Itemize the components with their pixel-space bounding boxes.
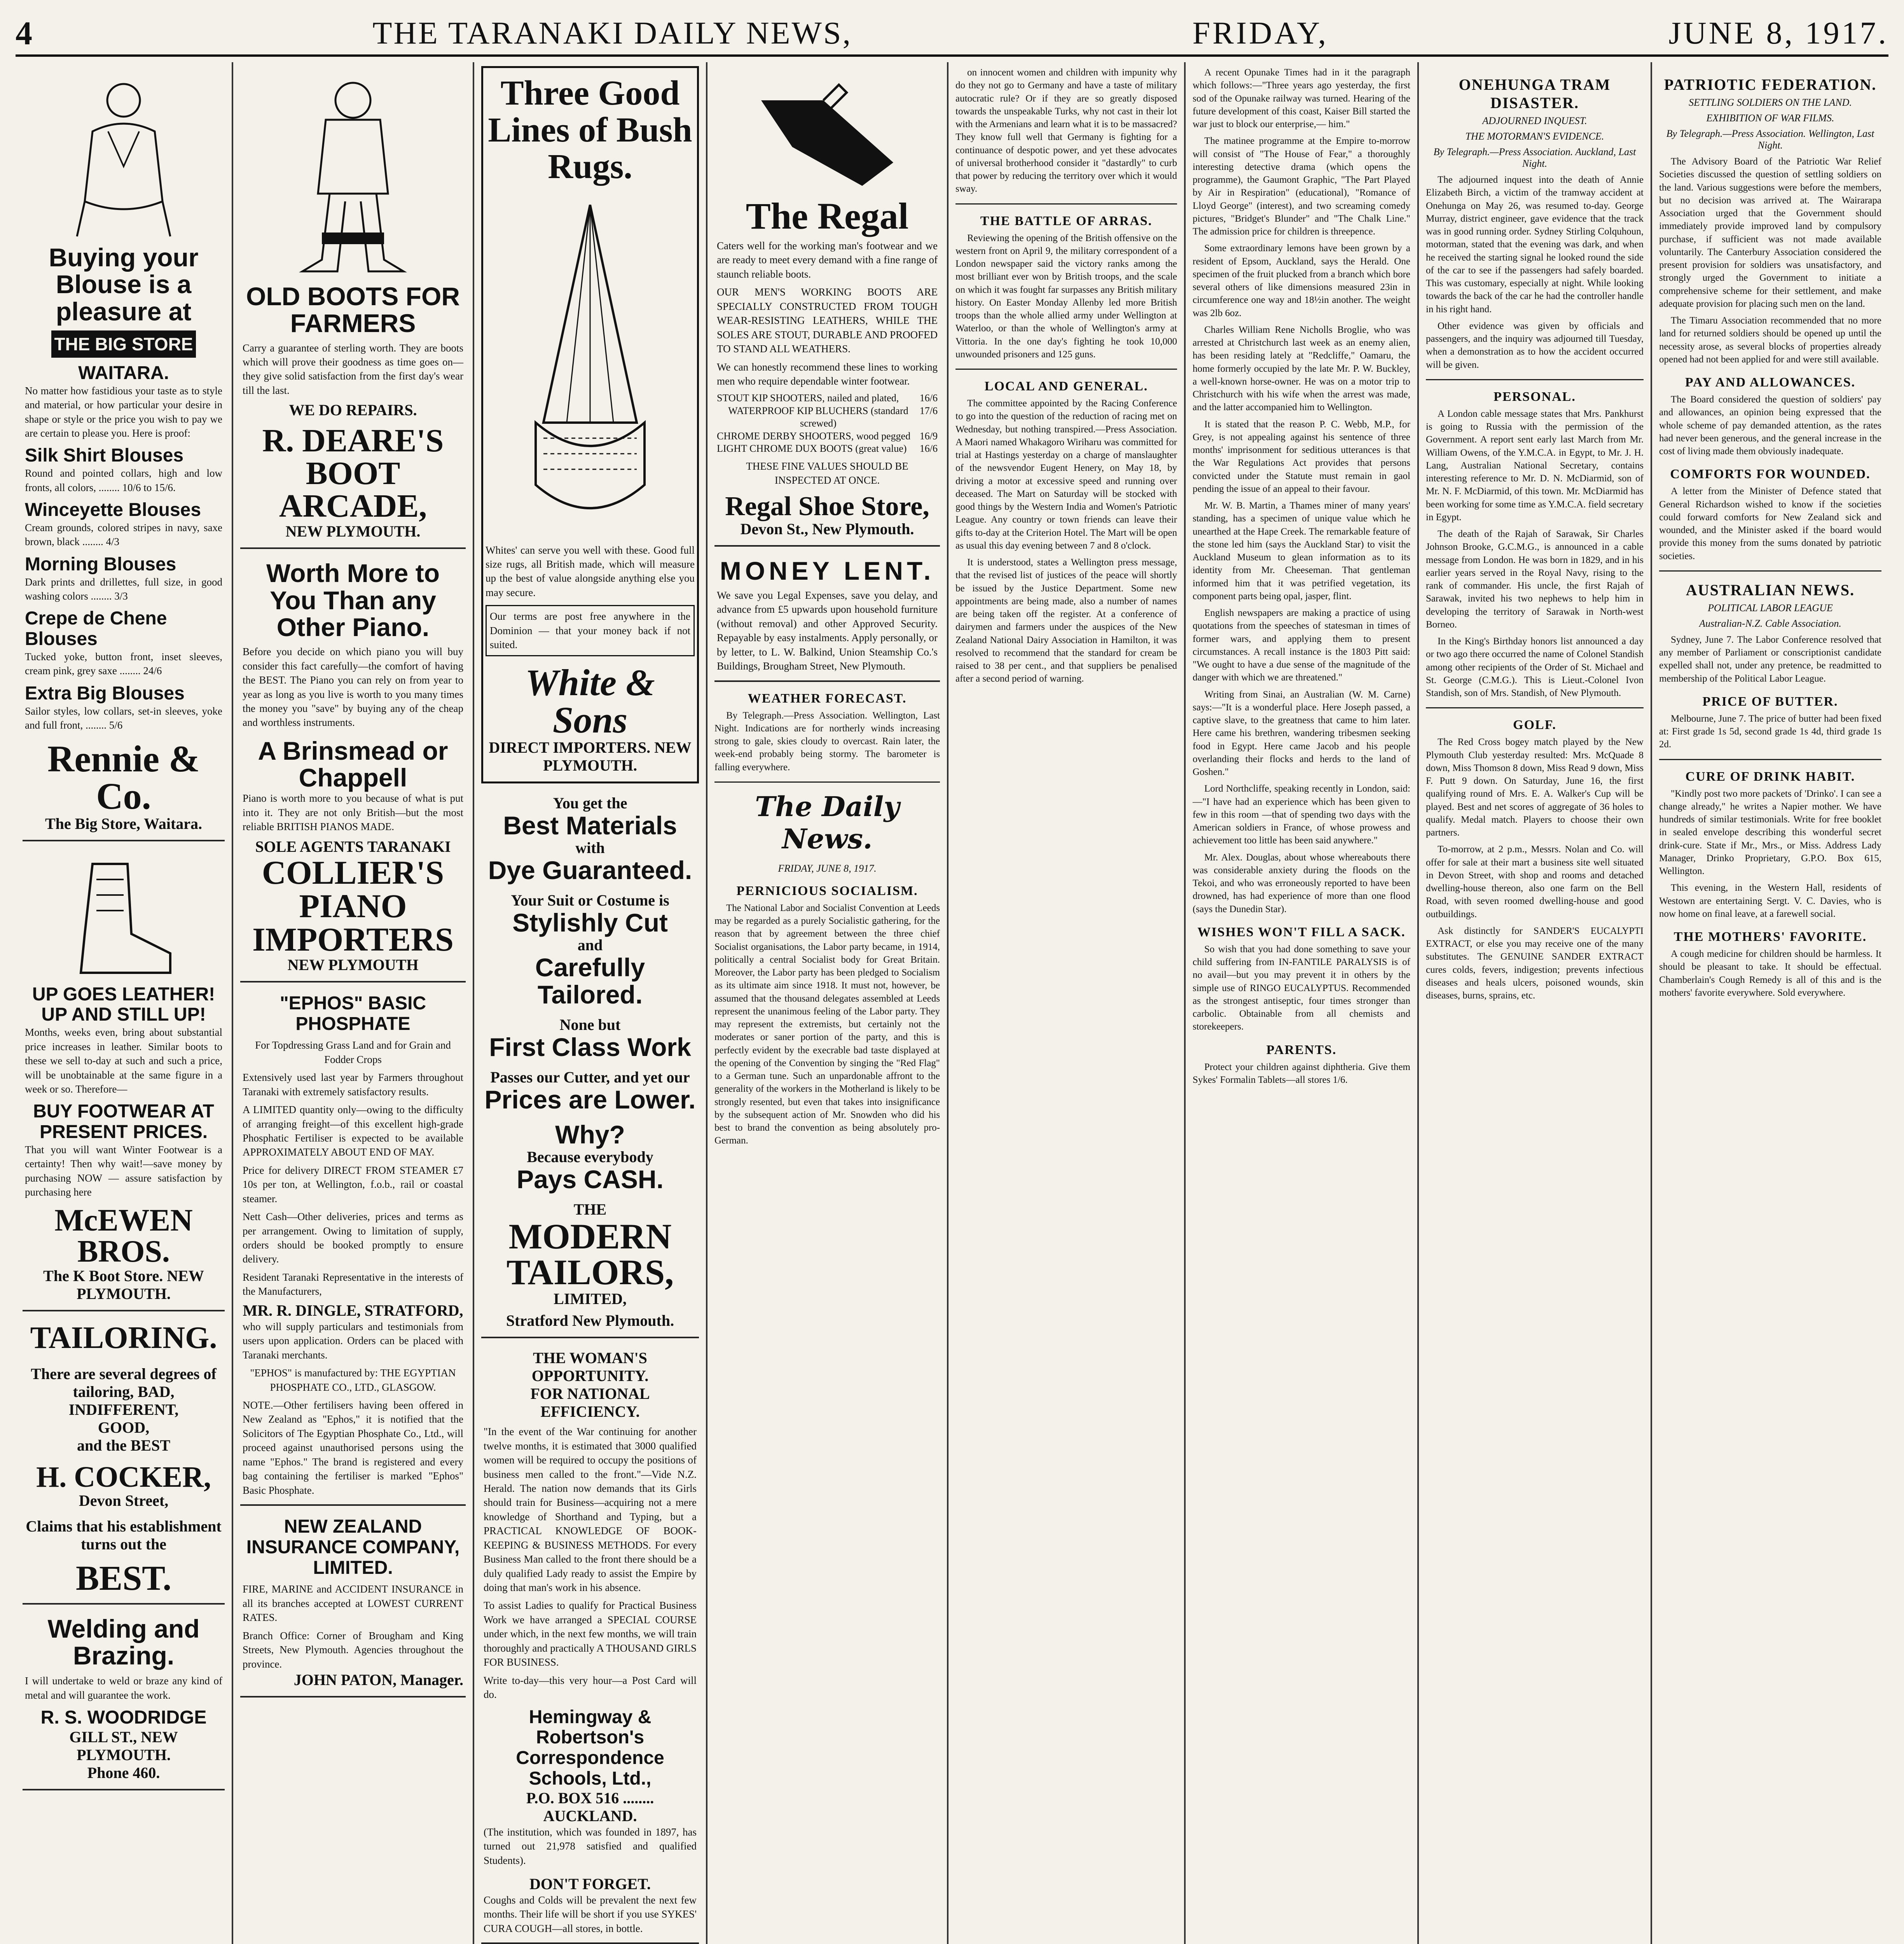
crepe-blouse-text: Tucked yoke, button front, inset sleeves, cream pink, grey saxe ........ 24/6	[25, 651, 222, 677]
cocker-tailoring-ad	[23, 1315, 225, 1605]
divider	[1426, 707, 1644, 708]
ephos-manufacturer: "EPHOS" is manufactured by: THE EGYPTIAN PHOSPHATE CO., LTD., GLASGOW.	[250, 1367, 456, 1393]
parents-heading: PARENTS.	[1266, 1042, 1337, 1057]
silk-blouse-heading: Silk Shirt Blouses	[25, 445, 184, 466]
golf-text: The Red Cross bogey match played by the New Plymouth Club yesterday resulted: Mrs. McQuade 8 down, Miss Thomson 8 down, Miss Read 9 down, Miss F. Putt 9 down. On Saturday, June 16, the first qualifying round of Mrs. E. A. Walker's Cup will be played. Best and net scores of aggregate of 36 holes to qualify. Medal match. Players to choose their own partners.	[1426, 737, 1644, 838]
silk-blouse-text: Round and pointed collars, high and low fronts, all colors, ........ 10/6 to 15/6.	[25, 467, 222, 493]
comforts-heading: COMFORTS FOR WOUNDED.	[1670, 467, 1871, 482]
ephos-price: Price for delivery DIRECT FROM STEAMER £7 10s per ton, at Wellington, f.o.b., rail or coastal steamer.	[243, 1164, 463, 1205]
tailor-best-materials: Best Materials	[503, 811, 677, 840]
paton-signature: JOHN PATON, Manager.	[293, 1671, 463, 1689]
ephos-limited: A LIMITED quantity only—owing to the difficulty of arranging freight—of this excellent high-grade Phosphatic Fertiliser is expected to be available APPROXIMATELY ABOUT END OF MAY.	[243, 1104, 463, 1158]
tailoring-headline: TAILORING.	[30, 1320, 217, 1355]
welding-text: I will undertake to weld or braze any kind of metal and will guarantee the work.	[25, 1675, 222, 1701]
pf-byline: By Telegraph.—Press Association. Wellington, Last Night.	[1666, 128, 1874, 151]
weather-forecast-article	[714, 691, 940, 774]
wincey-blouse-heading: Winceyette Blouses	[25, 500, 201, 521]
woman-assist-text: To assist Ladies to qualify for Practical Business Work we have arranged a SPECIAL COURSE under which, in the next few months, we will train thoroughly and practically A THOUSAND GIRLS FOR BUSINESS.	[484, 1600, 697, 1668]
tram-subheading: ADJOURNED INQUEST.	[1482, 115, 1587, 126]
man-boot-illustration	[279, 77, 427, 279]
sole-agents-label: SOLE AGENTS TARANAKI	[255, 837, 451, 855]
australian-news-article	[1659, 581, 1881, 751]
tram-text-2: Other evidence was given by officials and passengers, and the inquiry was adjourned till Tuesday, when a demonstration as to how the accident occurred will be given.	[1426, 320, 1644, 370]
footwear-headline: BUY FOOTWEAR AT PRESENT PRICES.	[33, 1101, 214, 1143]
tram-heading: ONEHUNGA TRAM DISASTER.	[1459, 76, 1611, 112]
drink-heading: CURE OF DRINK HABIT.	[1685, 769, 1855, 784]
rug-umbrella-illustration	[520, 189, 660, 539]
nz-insurance-text: FIRE, MARINE and ACCIDENT INSURANCE in all its branches accepted at LOWEST CURRENT RATES.	[243, 1583, 463, 1624]
butter-heading: PRICE OF BUTTER.	[1702, 694, 1838, 709]
tailor-stylish: Stylishly Cut	[512, 908, 668, 937]
woodridge-name: R. S. WOODRIDGE	[40, 1707, 207, 1728]
regal-price-row: CHROME DERBY SHOOTERS, wood pegged 16/9	[717, 430, 938, 442]
tailor-suit: Your Suit or Costume is	[511, 892, 669, 909]
column-1	[16, 62, 233, 1944]
tailor-careful: Carefully Tailored.	[535, 953, 645, 1009]
tailoring-line-2: tailoring, BAD,	[73, 1383, 175, 1400]
douglas-paragraph: Mr. Alex. Douglas, about whose whereabouts there was considerable anxiety during the floods on the Tekoi, and who was erroneously reported to have been drowned, has had experience of more than one flood (says the Dunedin Star).	[1193, 852, 1410, 914]
rennie-subtitle: The Big Store, Waitara.	[45, 815, 203, 832]
whites-logo: White & Sons	[525, 661, 655, 741]
pf-subheading-2: EXHIBITION OF WAR FILMS.	[1706, 112, 1834, 124]
mcewen-boot-ad	[23, 845, 225, 1311]
personal-text-2: The death of the Rajah of Sarawak, Sir Charles Johnson Brooke, G.C.M.G., is announced in a cable message from London. He was born in 1829, and in his earlier years served in the Royal Navy, rising to the rank of commander. His uncle, the first Rajah of Sarawak, invited his two nephews to help him in developing the territory of Sarawak in North-west Borneo.	[1426, 529, 1644, 630]
cocker-address: Devon Street,	[79, 1491, 169, 1509]
northcliffe-paragraph: Lord Northcliffe, speaking recently in London, said:—"I have had an experience which has been given to few in this room —that of spending two days with the American soldiers in France, of whose prowess and achievement too little has been said anywhere."	[1193, 783, 1410, 846]
mcewen-logo: McEWEN BROS.	[54, 1203, 193, 1269]
leather-headline: UP GOES LEATHER! UP AND STILL UP!	[32, 984, 215, 1025]
morning-blouse-heading: Morning Blouses	[25, 554, 176, 575]
rugs-text: Whites' can serve you well with these. Good full size rugs, all British made, which will measure up the best of value alongside anything else you may secure.	[486, 544, 695, 598]
ephos-used: Extensively used last year by Farmers throughout Taranaki with extremely satisfactory results.	[243, 1072, 463, 1098]
colliers-subtitle: NEW PLYMOUTH	[287, 956, 419, 974]
blouse-intro: No matter how fastidious your taste as to style and material, or how particular your desire in shape or style or the price you wish to pay we are certain to please you. Here is proof:	[25, 385, 222, 439]
column-6	[1186, 62, 1419, 1944]
boots-headline: OLD BOOTS FOR FARMERS	[246, 282, 460, 338]
wishes-text: So wish that you had done something to save your child suffering from IN-FANTILE PARALYSIS is of no avail—but you may prevent it in others by the simple use of RINGO EUCALYPTUS. Recommended as the strongest antiseptic, four times stronger than carbolic. Obtainable from all chemists and storekeepers.	[1193, 944, 1410, 1032]
boots-text: Carry a guarantee of sterling worth. They are boots which will prove their goodness as time goes on—they give solid satisfaction from the first day's wear till the last.	[243, 342, 463, 396]
masthead-date: JUNE 8, 1917.	[1668, 15, 1888, 51]
pf-text: The Advisory Board of the Patriotic War Relief Societies discussed the question of settling soldiers on the land. Various suggestions were before the members, but no decision was arrived at. The Wairarapa Association urged that the Government should immediately provide improved land by compulsory purchase, if sufficient was not made available voluntarily. The Canterbury Association considered the present provision for soldiers was unsatisfactory, and strongly urged the Government to initiate a comprehensive scheme for their settlement, and make adequate provision for placing such men on the land.	[1659, 156, 1881, 309]
modern-tailors-ad	[481, 787, 699, 1339]
broglie-paragraph: Charles William Rene Nicholls Broglie, who was arrested at Christchurch last week as an enemy alien, has been residing lately at "Redcliffe," Oamaru, the home formerly occupied by the late Mr. P. W. Buckley, a well-known horse-owner. He was on a motor trip to Christchurch with his wife when the arrest was made, and the latter accompanied him to Wellington.	[1193, 324, 1410, 413]
patriotic-federation-article	[1659, 75, 1881, 563]
whites-rugs-ad	[481, 66, 699, 783]
colliers-piano-ad	[240, 553, 466, 982]
sander-text: Ask distinctly for SANDER'S EUCALYPTI EXTRACT, or else you may receive one of the many substitutes. The GENUINE SANDER EXTRACT cures colds, fevers, indigestion; prevents infectious diseases and heals ulcers, poisoned wounds, skin diseases, burns, sprains, etc.	[1426, 925, 1644, 1001]
page-number: 4	[16, 14, 32, 52]
crepe-blouse-heading: Crepe de Chene Blouses	[25, 608, 167, 650]
divider	[714, 781, 940, 783]
best-label: BEST.	[76, 1559, 171, 1598]
tailor-and: and	[577, 936, 603, 954]
woodridge-phone: Phone 460.	[87, 1764, 160, 1781]
pernicious-socialism-article	[714, 884, 940, 1147]
arras-heading: THE BATTLE OF ARRAS.	[980, 213, 1153, 228]
tailor-pays-cash: Pays CASH.	[517, 1164, 664, 1194]
tailoring-line-5: and the BEST	[77, 1436, 171, 1454]
hemingway-school-ad	[481, 1342, 699, 1944]
ephos-for: For Topdressing Grass Land and for Grain and Fodder Crops	[255, 1039, 451, 1065]
woodridge-address: GILL ST., NEW PLYMOUTH.	[69, 1728, 178, 1764]
tailor-you-get: You get the	[553, 794, 627, 812]
nz-insurance-name: NEW ZEALAND INSURANCE COMPANY, LIMITED.	[246, 1516, 460, 1578]
mcewen-subtitle: The K Boot Store. NEW PLYMOUTH.	[43, 1267, 204, 1302]
tailor-why: Why?	[555, 1120, 625, 1149]
golf-article	[1426, 718, 1644, 1002]
ephos-rep: Resident Taranaki Representative in the interests of the Manufacturers,	[243, 1271, 463, 1297]
tailor-prices-lower: Prices are Lower.	[484, 1085, 696, 1114]
pf-text-2: The Timaru Association recommended that no more land for returned soldiers should be opened up until the necessity arose, as several blocks of properties already opened had not been applied for and were still available.	[1659, 315, 1881, 365]
local-paragraphs	[1193, 66, 1410, 1086]
mothers-text: A cough medicine for children should be harmless. It should be pleasant to take. It should be effectual. Chamberlain's Cough Remedy is all of this and is the mothers' favorite everywhere. Sold everywhere.	[1659, 949, 1881, 998]
socialism-continued	[955, 66, 1177, 196]
tram-text: The adjourned inquest into the death of Annie Elizabeth Birch, a victim of the tramway accident at Onehunga on May 26, was resumed to-day. George Murray, district engineer, gave evidence that the track was in good running order. Sydney Stirling Colquhoun, motorman, stated that the evening was dark, and when he received the starting signal he looked round the side of the car to see if the passengers had safely boarded. This was customary, especially at night. While looking towards the back of the car he had the controller handle in his right hand.	[1426, 175, 1644, 315]
regal-recommend: We can honestly recommend these lines to working men who require dependable winter footwear.	[717, 361, 938, 387]
local-general-text: The committee appointed by the Racing Conference to go into the question of the reduction of racing met on Wednesday, but nothing transpired.—Press Association. A Maori named Whakagoro Wiriharu was committed for trial at Hastings yesterday on a charge of manslaughter of the newsvendor Eugent Henery, on May 18, by driving a motor at excessive speed and running over deceased. The Mart on Saturday will be stocked with good things by the Western India and Women's Patriotic League. Any country or town friends can leave their gifts to-day at the Criterion Hotel. The Mart will be open as usual this day evening between 7 and 8 o'clock.	[955, 398, 1177, 551]
divider	[955, 369, 1177, 370]
tailor-dye: Dye Guaranteed.	[488, 855, 692, 885]
deare-logo: R. DEARE'S BOOT ARCADE,	[262, 423, 444, 524]
regal-caps-text: OUR MEN'S WORKING BOOTS ARE SPECIALLY CONSTRUCTED FROM TOUGH WEAR-RESISTING LEATHERS, WHILE THE SOLES ARE STOUT, DURABLE AND PROOFED TO STAND ALL WEATHERS.	[717, 286, 938, 355]
personal-text: A London cable message states that Mrs. Pankhurst is going to Russia with the permission of the Government. A report sent early last March from Mr. William Owens, of the Y.M.C.A. in Egypt, to Mr. J. H. Lang, Australian National Secretary, contains interesting reference to Mr. D. N. McDiarmid, son of Mr. N. F. McDiarmid, of this town. Mr. McDiarmid has been working for some time as Y.M.C.A. field secretary in Egypt.	[1426, 408, 1644, 523]
local-general-heading: LOCAL AND GENERAL.	[984, 379, 1148, 393]
tailor-with: with	[575, 839, 605, 857]
dont-forget-text: Coughs and Colds will be prevalent the next few months. Their life will be short if you use SYKES' CURA COUGH—all stores, in bottle.	[484, 1894, 697, 1934]
arras-text: Reviewing the opening of the British offensive on the western front on April 9, the military correspondent of a London newspaper said the victory ranks among the most brilliant ever won by British troops, and the scale on which it was fought far surpasses any British military history. On Easter Monday Allenby led more British troops than the whole allied army under Wellington at Waterloo, or than the whole of Wellington's army at Vittoria. In the one day's fighting he took 10,000 unwounded prisoners and 125 guns.	[955, 233, 1177, 360]
brinsmead-text: Piano is worth more to you because of what is put into it. They are not only British—but the most reliable BRITISH PIANOS MADE.	[243, 792, 463, 833]
weather-text: By Telegraph.—Press Association. Wellington, Last Night. Indications are for northerly winds increasing strong to gale, skies cloudy to overcast. Rain later, the week-end probably being stormy. The barometer is falling everywhere.	[714, 710, 940, 773]
tram-disaster-article	[1426, 75, 1644, 371]
personal-article	[1426, 390, 1644, 700]
newspapers-paragraph: English newspapers are making a practice of using quotations from the speeches of statesman in times of former wars, and applying them to present circumstances. A recall instance is the 1803 Pitt said: "We ought to have a due sense of the magnitude of the danger with which we are threatened."	[1193, 608, 1410, 683]
morning-blouse-text: Dark prints and drillettes, full size, in good washing colors ........ 3/3	[25, 576, 222, 602]
nz-insurance-branch: Branch Office: Corner of Brougham and King Streets, New Plymouth. Agencies throughout the province.	[243, 1629, 463, 1670]
extra-blouse-text: Sailor styles, low collars, set-in sleeves, yoke and full front, ........ 5/6	[25, 705, 222, 731]
whites-subtitle: DIRECT IMPORTERS. NEW PLYMOUTH.	[489, 738, 692, 774]
woman-write-text: Write to-day—this very hour—a Post Card will do.	[484, 1674, 697, 1701]
martin-paragraph: Mr. W. B. Martin, a Thames miner of many years' standing, has a specimen of unique value which he unearthed at the Hape Creek. The remarkable feature of the stone led him (says the Auckland Star) to visit the Auckland Museum to glean information as to its identity from Mr. Cheeseman. That gentleman informed him that it was petrified vegetation, its component parts being opal, jasper, flint.	[1193, 500, 1410, 601]
blouse-headline: Buying your Blouse is a pleasure at	[49, 243, 199, 326]
deare-subtitle: NEW PLYMOUTH.	[285, 523, 421, 540]
personal-heading: PERSONAL.	[1494, 389, 1576, 404]
cocker-claim: Claims that his establishment turns out the	[26, 1517, 222, 1553]
modern-tailors-logo: MODERN TAILORS,	[506, 1217, 674, 1292]
piano-headline: Worth More to You Than any Other Piano.	[266, 559, 440, 642]
dont-forget-heading: DON'T FORGET.	[529, 1875, 651, 1893]
wishes-heading: WISHES WON'T FILL A SACK.	[1197, 925, 1406, 939]
extra-blouse-heading: Extra Big Blouses	[25, 683, 185, 704]
local-general-text-2: It is understood, states a Wellington press message, that the revised list of justices of the peace will shortly be issued by the Justice Department. Some new appointments are being made, also a number of names are being taken off the register. At a conference of dairymen and farmers under the auspices of the New Zealand National Dairy Association in Hamilton, it was resolved to recommend that the standard for cream be raised to 38 per cent., and that suppliers be penalised after a second period of warning.	[955, 557, 1177, 684]
shoe-brush-icon	[746, 77, 909, 194]
weather-heading: WEATHER FORECAST.	[748, 691, 907, 706]
mothers-heading: THE MOTHERS' FAVORITE.	[1673, 930, 1867, 944]
regal-logo: The Regal	[746, 195, 909, 237]
tailor-passes: Passes our Cutter, and yet our	[490, 1068, 690, 1086]
newspaper-title: THE TARANAKI DAILY NEWS,	[372, 15, 852, 51]
hemingway-address: P.O. BOX 516 ........ AUCKLAND.	[526, 1789, 654, 1825]
tram-subheading-2: THE MOTORMAN'S EVIDENCE.	[1465, 131, 1604, 142]
masthead	[16, 12, 1888, 57]
dingle-text: who will supply particulars and testimonials from users upon application. Orders can be placed with Taranaki merchants.	[243, 1320, 463, 1361]
sinai-paragraph: Writing from Sinai, an Australian (W. M. Carne) says:—"It is a wonderful place. Here Joseph passed, a captive slave, to the greatness that came to him later. Here came his brethren, wandering tribesmen seeking food in Egypt. Here came Jacob and his people overlanding their flocks and herds to the land of Goshen."	[1193, 689, 1410, 777]
opunake-paragraph: A recent Opunake Times had in it the paragraph which follows:—"Three years ago yesterday, the first sod of the Opunake railway was turned. Hearing of the future development of this coast, Kaiser Bill started the war just to block our enterprise,— him."	[1193, 67, 1410, 129]
piano-text: Before you decide on which piano you will buy consider this fact carefully—the comfort of having the BEST. The Piano you can rely on from year to year as long as you live is worth to you many times the money you "save" by buying any of the cheap and worthless instruments.	[243, 646, 463, 729]
pay-text: The Board considered the question of soldiers' pay and allowances, an opinion being expressed that the whole scheme of pay demanded attention, as the rates had never been generous, and the general increase in the cost of living made them obviously inadequate.	[1659, 394, 1881, 456]
regal-price-row: STOUT KIP SHOOTERS, nailed and plated, 16/6	[717, 392, 938, 404]
money-lent-heading: MONEY LENT.	[720, 556, 935, 585]
money-lent-ad	[714, 551, 940, 682]
tailor-because: Because everybody	[527, 1148, 653, 1166]
regal-store-name: Regal Shoe Store,	[725, 491, 929, 521]
aus-subheading-2: Australian-N.Z. Cable Association.	[1699, 617, 1841, 629]
rennie-logo: Rennie & Co.	[47, 738, 200, 817]
golf-heading: GOLF.	[1513, 718, 1556, 732]
hemingway-name: Hemingway & Robertson's Correspondence Schools, Ltd.,	[516, 1706, 664, 1789]
personal-text-3: In the King's Birthday honors list announced a day or two ago there occurred the name of Colonel Standish among other recipients of the Order of St. Michael and St. George (C.M.G.). This is Lieut.-Colonel Ivon Standish, son of Mrs. Standish, of New Plymouth.	[1426, 636, 1644, 698]
masthead-day: FRIDAY,	[1192, 15, 1329, 51]
tailoring-line-1: There are several degrees of	[31, 1365, 217, 1383]
aus-heading: AUSTRALIAN NEWS.	[1686, 581, 1855, 599]
ephos-note: NOTE.—Other fertilisers having been offered in New Zealand as "Ephos," it is notified that the Solicitors of The Egyptian Phosphate Co., Ltd., will proceed against unauthorised persons using the name "Ephos." The brand is registered and every bag containing the fertiliser is marked "Ephos" Basic Phosphate.	[243, 1399, 463, 1496]
regal-shoe-ad	[714, 66, 940, 547]
divider	[1426, 379, 1644, 380]
column-4	[707, 62, 949, 1944]
lemons-paragraph: Some extraordinary lemons have been grown by a resident of Epsom, Auckland, says the Herald. One specimen of the fruit plucked from a branch which bore several others of like dimensions measured 23in in circumference one way and 18½in another. The weight was 2lb 6oz.	[1193, 243, 1410, 318]
divider	[1659, 759, 1881, 760]
woodridge-welding-ad	[23, 1608, 225, 1790]
money-lent-text: We save you Legal Expenses, save you delay, and advance from £5 upwards upon household furniture (without removal) and other Approved Security. Repayable by easy instalments. Apply personally, or by letter, to L. W. Balkind, Union Steamship Co.'s Buildings, Brougham Street, New Plymouth.	[717, 589, 938, 672]
welding-headline: Welding and Brazing.	[47, 1614, 200, 1670]
nz-insurance-ad	[240, 1510, 466, 1698]
dingle-name: MR. R. DINGLE, STRATFORD,	[243, 1301, 463, 1319]
battle-of-arras-article	[955, 214, 1177, 361]
column-5	[949, 62, 1186, 1944]
divider	[1659, 570, 1881, 572]
tailoring-line-4: GOOD,	[98, 1418, 150, 1436]
wincey-blouse-text: Cream grounds, colored stripes in navy, saxe brown, black ........ 4/3	[25, 521, 222, 548]
waitara-label: WAITARA.	[78, 362, 169, 383]
regal-store-location: Devon St., New Plymouth.	[740, 520, 914, 538]
tailor-none: None but	[559, 1016, 621, 1034]
modern-tailors-locations: Stratford New Plymouth.	[506, 1312, 674, 1330]
local-general-article	[955, 379, 1177, 685]
brinsmead-headline: A Brinsmead or Chappell	[258, 736, 448, 792]
empire-matinee-paragraph: The matinee programme at the Empire to-morrow will consist of "The House of Fear," a thoroughly interesting detective drama (which opens the programme), the Gaumont Graphic, "The Part Played by Air in Respiration" (educational), "Romance of Lloyd George" (interest), and two screaming comedy pictures, "Bridget's Blunder" and "The Chalk Line." The admission price for children is threepence.	[1193, 136, 1410, 237]
woman-opportunity-sub: FOR NATIONAL EFFICIENCY.	[530, 1385, 650, 1421]
rennie-blouse-ad	[23, 66, 225, 841]
tailor-first-class: First Class Work	[489, 1033, 691, 1062]
regal-invite: THESE FINE VALUES SHOULD BE INSPECTED AT ONCE.	[746, 460, 908, 486]
tailoring-line-3: INDIFFERENT,	[68, 1400, 179, 1418]
rugs-headline: Three Good Lines of Bush Rugs.	[488, 74, 692, 186]
ephos-headline: "EPHOS" BASIC PHOSPHATE	[279, 993, 426, 1034]
big-store-banner: THE BIG STORE	[51, 330, 196, 358]
colliers-logo: COLLIER'S PIANO IMPORTERS	[252, 853, 454, 958]
divider	[955, 203, 1177, 205]
comforts-text: A letter from the Minister of Defence stated that General Richardson wished to know if the societies could forward comforts for New Zealand sick and wounded, and the Minister asked if the board would provide this money from the sums donated by patriotic societies.	[1659, 486, 1881, 561]
woman-opportunity-heading: THE WOMAN'S OPPORTUNITY.	[531, 1349, 649, 1385]
pernicious-text: The National Labor and Socialist Convention at Leeds may be regarded as a purely Socialistic gathering, for the reason that by agreement between the three chief Socialist organisations, the Labor party became, in 1914, politically a central Socialist body for Great Britain. Moreover, the Labor party has been pledged to Socialism as its ultimate aim since 1918. It must not, however, be assumed that the thousand delegates assembled at Leeds represent the unanimous feeling of the Labor party. They may represent the extremists, but certainly not the moderates or saner portion of the party, and this is perfectly evident by the execrable bad taste displayed at the opening of the Convention by singing the "Red Flag" to a German tune. Such an unpardonable affront to the generality of the workers in the Motherland is likely to be strongly resented, but even that takes into insignificance by the subsequent action of Mr. Snowden who did his best to brand the convention as being absolutely pro-German.	[714, 902, 940, 1146]
column-2	[233, 62, 474, 1944]
boot-icon	[69, 856, 178, 981]
column-3	[474, 62, 707, 1944]
golf-text-2: To-morrow, at 2 p.m., Messrs. Nolan and Co. will offer for sale at their mart a business site well situated in Devon Street, with shop and rooms and detached dwelling-house thereon, also one farm on the Bell Road, with seven roomed dwelling-house and good outbuildings.	[1426, 844, 1644, 920]
regal-price-row: WATERPROOF KIP BLUCHERS (standard screwed) 17/6	[728, 405, 938, 429]
socialism-continued-text: on innocent women and children with impunity why do they not go to Germany and have a taste of military autocratic rule? Or if they are so greatly disposed towards the unspeakable Turks, why not cast in their lot with the Armenians and learn what it is to be massacred? They know full well that Germany is fighting for a continuance of despotic power, and yet these advocates of universal brotherhood consider it "dastardly" to curb that power by reducing the territory over which it would sway.	[955, 67, 1177, 194]
webb-paragraph: It is stated that the reason P. C. Webb, M.P., for Grey, is not appealing against his sentence of three months' imprisonment for seditious utterances is that the War Regulations Act provides that persons convicted under the Statute must remain in gaol pending the issue of an appeal to their favour.	[1193, 419, 1410, 494]
tram-byline: By Telegraph.—Press Association. Auckland, Last Night.	[1433, 146, 1636, 169]
butter-text: Melbourne, June 7. The price of butter had been fixed at: First grade 1s 5d, second grade 1s 4d, third grade 1s 2d.	[1659, 713, 1881, 750]
footwear-text: That you will want Winter Footwear is a certainty! Then why wait!—save money by purchasing NOW — assure satisfaction by purchasing here	[25, 1143, 222, 1198]
drink-habit-article	[1659, 769, 1881, 1000]
parents-text: Protect your children against diphtheria. Give them Sykes' Formalin Tablets—all stores 1/6.	[1193, 1061, 1410, 1085]
blouse-figure-illustration	[65, 77, 182, 240]
regal-price-list	[717, 392, 938, 455]
regal-text: Caters well for the working man's footwear and we are ready to meet every demand with a fine range of staunch reliable boots.	[717, 240, 938, 280]
pernicious-heading: PERNICIOUS SOCIALISM.	[736, 883, 918, 898]
pf-subheading: SETTLING SOLDIERS ON THE LAND.	[1689, 97, 1852, 108]
daily-news-editorial-masthead: The Daily News.	[755, 790, 900, 855]
editorial-date: FRIDAY, JUNE 8, 1917.	[778, 862, 877, 874]
leather-text: Months, weeks even, bring about substantial price increases in leather. Similar boots to these we sell to-day at such and such a price, will be unobtainable at the same figure in a week or so. Therefore—	[25, 1026, 222, 1095]
cocker-name: H. COCKER,	[36, 1460, 211, 1493]
pay-heading: PAY AND ALLOWANCES.	[1685, 375, 1856, 390]
aus-text: Sydney, June 7. The Labor Conference resolved that any member of Parliament or conscriptionist candidate expelled shall not, under any pretence, be readmitted to membership of the Political Labor League.	[1659, 634, 1881, 684]
woman-opportunity-text: "In the event of the War continuing for another twelve months, it is estimated that 3000 qualified women will be required to occupy the positions of business men called to the front."—Vide N.Z. Herald. The nation now demands that its Girls should train for Business—acquiring not a mere knowledge of Shorthand and Typing, but a PRACTICAL KNOWLEDGE OF BOOK-KEEPING & BUSINESS METHODS. For every Business Man called to the front there should be a duly qualified Lady ready to assist the Empire by doing that man's work in his absence.	[484, 1426, 697, 1594]
drink-text-2: This evening, in the Western Hall, residents of Westown are entertaining Sergt. V. C. Davies, who is now home on final leave, at a farewell social.	[1659, 883, 1881, 919]
column-8	[1652, 62, 1888, 1944]
regal-price-row: LIGHT CHROME DUX BOOTS (great value) 16/6	[717, 443, 938, 455]
aus-subheading: POLITICAL LABOR LEAGUE	[1708, 602, 1833, 614]
hemingway-note: (The institution, which was founded in 1897, has turned out 21,978 satisfied and qualified Students).	[484, 1826, 697, 1866]
pf-heading: PATRIOTIC FEDERATION.	[1664, 76, 1877, 93]
drink-text: "Kindly post two more packets of 'Drinko'. I can see a change already," he writes a Napier mother. We have hundreds of similar testimonials. Write for free booklet in sealed envelope describing this wonderful secret drink-cure. State if Mr., Mrs., or Miss. Address Lady Manager, Drinko Proprietary, G.P.O. Box 615, Wellington.	[1659, 788, 1881, 876]
modern-tailors-limited: LIMITED,	[554, 1290, 627, 1308]
repairs-label: WE DO REPAIRS.	[289, 401, 417, 419]
tailor-the: THE	[573, 1201, 607, 1218]
ephos-nett: Nett Cash—Other deliveries, prices and terms as per arrangement. Owing to limitation of supply, orders should be booked promptly to ensure delivery.	[243, 1211, 463, 1265]
ephos-phosphate-ad	[240, 986, 466, 1506]
column-7	[1419, 62, 1652, 1944]
deare-boot-ad	[240, 66, 466, 549]
rugs-terms: Our terms are post free anywhere in the Dominion — that your money back if not suited.	[486, 605, 695, 656]
